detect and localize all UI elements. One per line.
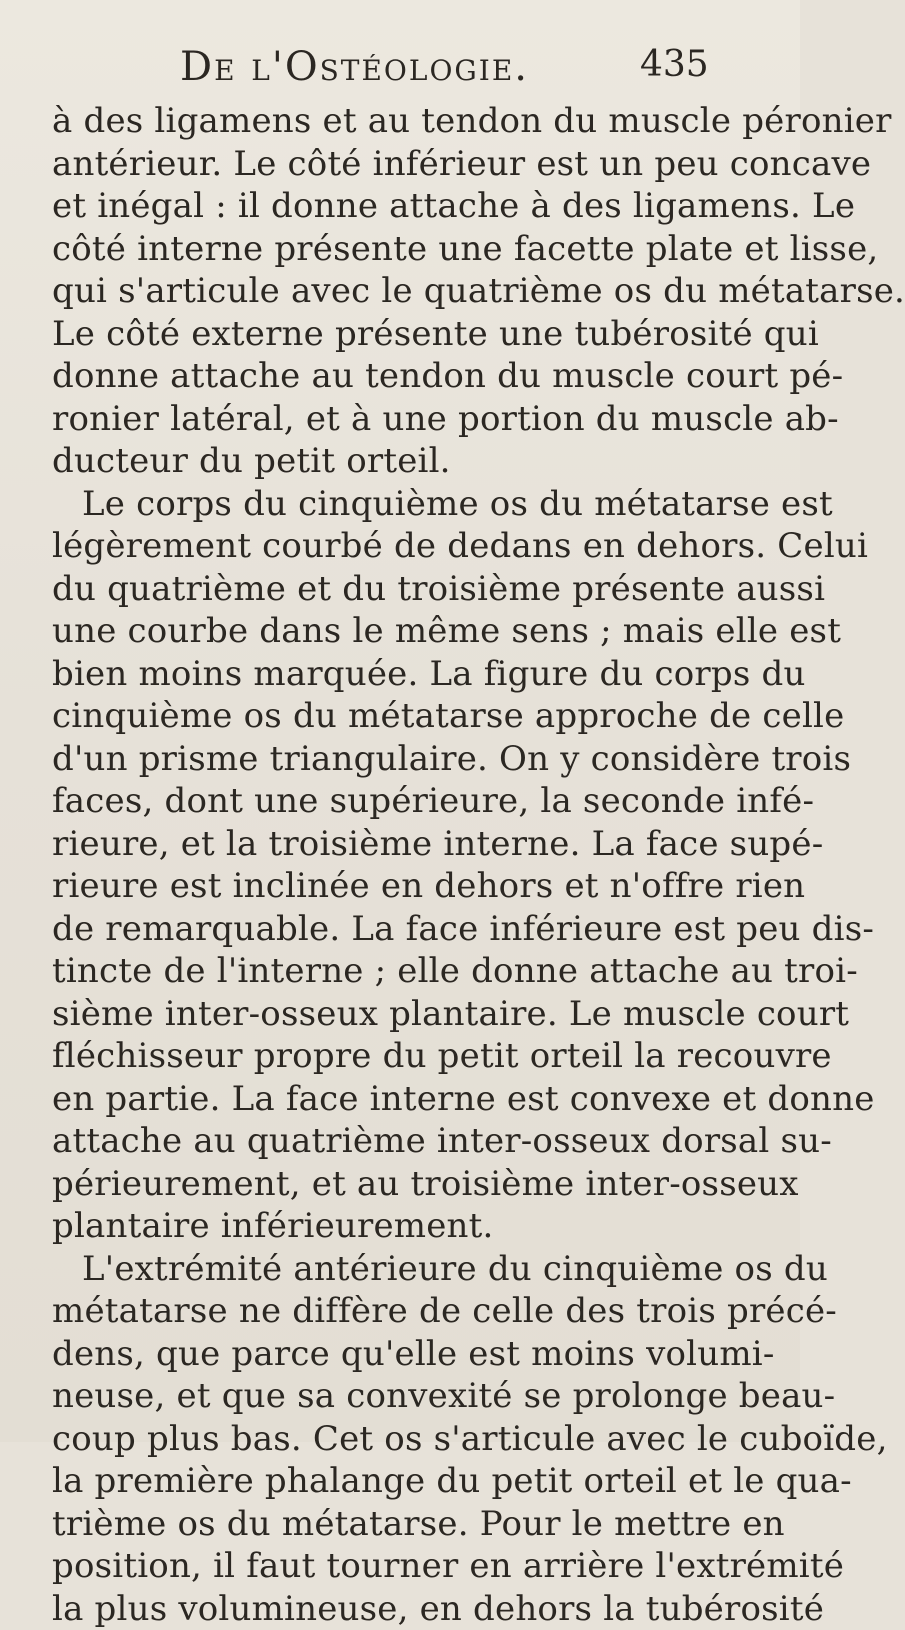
text-line: trième os du métatarse. Pour le mettre en	[52, 1503, 772, 1546]
text-line: neuse, et que sa convexité se prolonge beau-	[52, 1375, 772, 1418]
text-line: en partie. La face interne est convexe et donne	[52, 1078, 772, 1121]
text-line: qui s'articule avec le quatrième os du métatarse.	[52, 270, 772, 313]
paragraph-start-line: L'extrémité antérieure du cinquième os du	[52, 1248, 772, 1291]
text-line: la plus volumineuse, en dehors la tubérosité	[52, 1588, 772, 1630]
text-line: donne attache au tendon du muscle court pé-	[52, 355, 772, 398]
running-head	[0, 44, 800, 104]
text-line: ducteur du petit orteil.	[52, 440, 772, 483]
text-line: une courbe dans le même sens ; mais elle est	[52, 610, 772, 653]
text-line: coup plus bas. Cet os s'articule avec le cuboïde,	[52, 1418, 772, 1461]
text-line: dens, que parce qu'elle est moins volumi-	[52, 1333, 772, 1376]
running-head-title: De l'Ostéologie.	[180, 44, 529, 90]
paragraph-start-line: Le corps du cinquième os du métatarse est	[52, 483, 772, 526]
text-line: à des ligamens et au tendon du muscle péronier	[52, 100, 772, 143]
text-line: de remarquable. La face inférieure est peu dis-	[52, 908, 772, 951]
text-line: sième inter-osseux plantaire. Le muscle court	[52, 993, 772, 1036]
text-line: fléchisseur propre du petit orteil la recouvre	[52, 1035, 772, 1078]
text-line: légèrement courbé de dedans en dehors. Celui	[52, 525, 772, 568]
text-line: du quatrième et du troisième présente aussi	[52, 568, 772, 611]
text-line: faces, dont une supérieure, la seconde infé-	[52, 780, 772, 823]
text-line: Le côté externe présente une tubérosité qui	[52, 313, 772, 356]
text-line: rieure est inclinée en dehors et n'offre rien	[52, 865, 772, 908]
text-line: antérieur. Le côté inférieur est un peu concave	[52, 143, 772, 186]
text-line: plantaire inférieurement.	[52, 1205, 772, 1248]
text-line: et inégal : il donne attache à des ligamens. Le	[52, 185, 772, 228]
body-text	[52, 100, 772, 1630]
text-line: bien moins marquée. La figure du corps du	[52, 653, 772, 696]
text-line: la première phalange du petit orteil et le qua-	[52, 1460, 772, 1503]
text-line: rieure, et la troisième interne. La face supé-	[52, 823, 772, 866]
text-line: côté interne présente une facette plate et lisse,	[52, 228, 772, 271]
text-line: tincte de l'interne ; elle donne attache au troi-	[52, 950, 772, 993]
text-line: cinquième os du métatarse approche de celle	[52, 695, 772, 738]
text-line: d'un prisme triangulaire. On y considère trois	[52, 738, 772, 781]
text-line: attache au quatrième inter-osseux dorsal su-	[52, 1120, 772, 1163]
text-line: ronier latéral, et à une portion du muscle ab-	[52, 398, 772, 441]
page-number: 435	[640, 44, 709, 85]
text-line: position, il faut tourner en arrière l'extrémité	[52, 1545, 772, 1588]
text-line: périeurement, et au troisième inter-osseux	[52, 1163, 772, 1206]
text-line: métatarse ne diffère de celle des trois précé-	[52, 1290, 772, 1333]
